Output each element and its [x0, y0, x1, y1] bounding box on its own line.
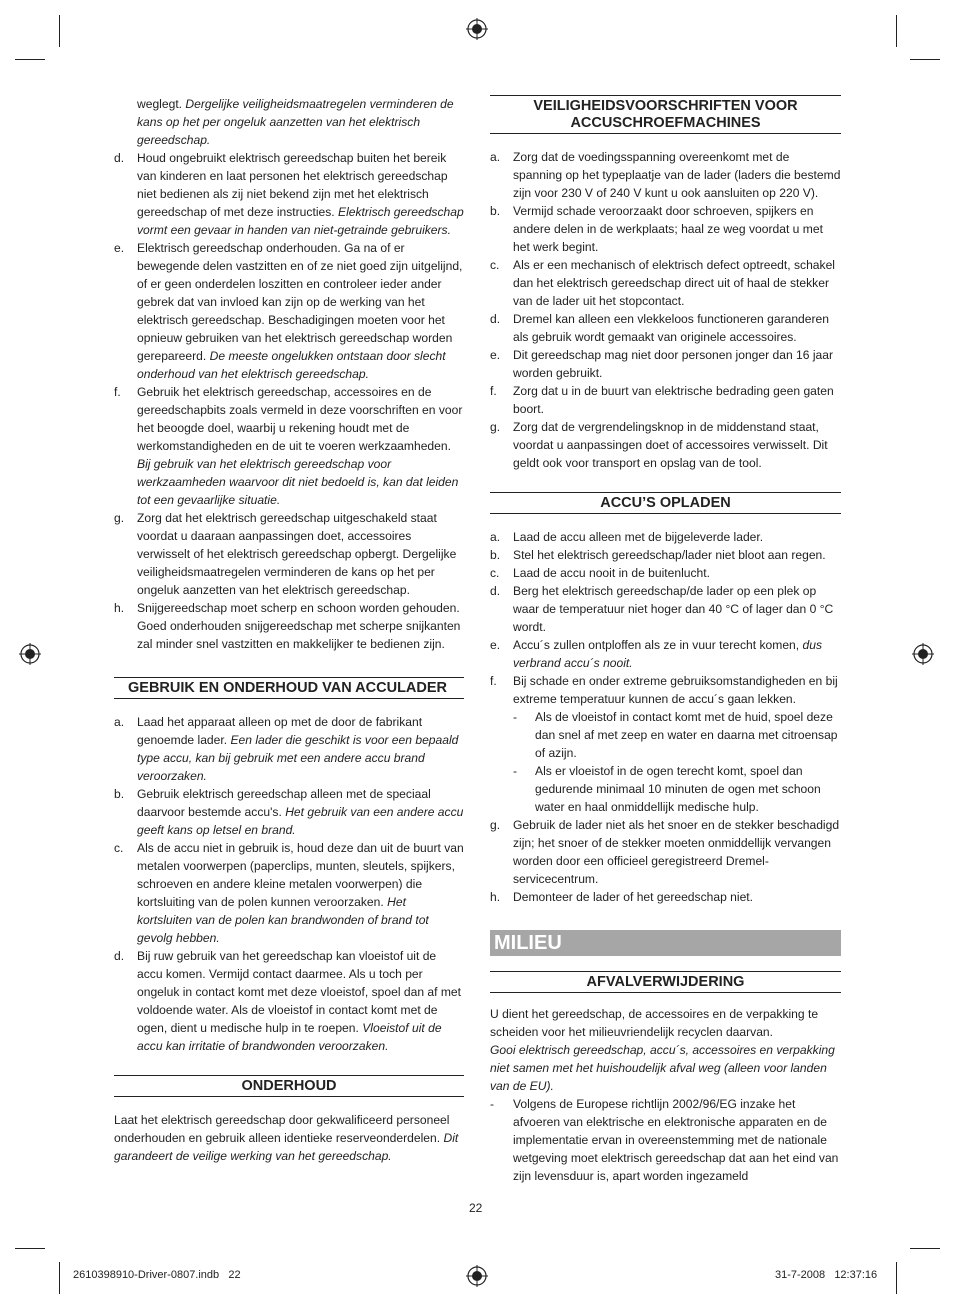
- list-item: [114, 785, 464, 839]
- item-italic: Vloeistof uit de accu kan irritatie of brandwonden veroorzaken.: [137, 1021, 442, 1053]
- item-text: Dit gereedschap mag niet door personen jonger dan 16 jaar worden gebruikt.: [513, 348, 834, 380]
- item-label: f.: [490, 384, 497, 398]
- item-text: Demonteer de lader of het gereedschap niet.: [513, 890, 754, 904]
- item-text: Snijgereedschap moet scherp en schoon worden gehouden. Goed onderhouden snijgereedschap met scherpe snijkanten zal minder snel vastzitten en makkelijker te bedienen zijn.: [137, 601, 461, 651]
- item-label: e.: [490, 638, 501, 652]
- item-label: g.: [114, 511, 125, 525]
- item-text: Zorg dat de voedingsspanning overeenkomt met de spanning op het typeplaatje van de lader (laders die bestemd zijn voor 230 V of 240 V kunt u ook aansluiten op 220 V).: [513, 150, 841, 200]
- list-item: [490, 202, 841, 256]
- crop-mark: [910, 59, 940, 60]
- item-label: h.: [490, 890, 501, 904]
- list-item: [490, 382, 841, 418]
- sub-list-item: [513, 762, 841, 816]
- list-item: [114, 239, 464, 383]
- item-text: Als er een mechanisch of elektrisch defect optreedt, schakel dan het elektrisch gereedschap direct uit of haal de stekker van de lader uit het stopcontact.: [513, 258, 835, 308]
- item-italic: Een lader die geschikt is voor een bepaald type accu, kan bij gebruik met een andere accu brand veroorzaken.: [137, 733, 459, 783]
- crop-mark: [15, 59, 45, 60]
- item-label: e.: [490, 348, 501, 362]
- item-text: Als de accu niet in gebruik is, houd deze dan uit de buurt van metalen voorwerpen (paperclips, munten, sleutels, spijkers, schroeven en andere kleine metalen voorwerpen) die kortsluiting van de polen kunnen veroorzaken.: [137, 841, 464, 909]
- item-label: a.: [114, 715, 125, 729]
- item-label: c.: [490, 566, 500, 580]
- item-label: a.: [490, 150, 501, 164]
- item-text: Als er vloeistof in de ogen terecht komt, spoel dan gedurende minimaal 10 minuten de ogen met schoon water en haal onmiddellijk medische hulp.: [535, 764, 821, 814]
- item-text: Bij schade en onder extreme gebruiksomstandigheden en bij extreme temperatuur kunnen de accu´s gaan lekken.: [513, 674, 838, 706]
- list-item: [490, 310, 841, 346]
- item-label: d.: [490, 584, 501, 598]
- item-text: Als de vloeistof in contact komt met de huid, spoel deze dan snel af met zeep en water en daarna met citroensap of azijn.: [535, 710, 838, 760]
- item-text: Dremel kan alleen een vlekkeloos functioneren garanderen als gebruik wordt gemaakt van originele accessoires.: [513, 312, 829, 344]
- page-number: 22: [469, 1201, 483, 1215]
- list-item: [490, 546, 841, 564]
- right-column: [490, 95, 841, 1185]
- item-label: b.: [490, 548, 501, 562]
- item-italic: Het gebruik van een andere accu geeft kans op letsel en brand.: [137, 805, 464, 837]
- item-italic: Bij gebruik van het elektrisch gereedschap voor werkzaamheden waarvoor dit niet bedoeld is, kan dat leiden tot een gevaarlijke situatie.: [137, 457, 459, 507]
- intro-text: weglegt.: [137, 97, 186, 111]
- intro-italic-text: Dergelijke veiligheidsmaatregelen verminderen de kans op het per ongeluk aanzetten van het elektrisch gereedschap.: [137, 97, 454, 147]
- item-label: d.: [490, 312, 501, 326]
- crop-mark: [910, 1248, 940, 1249]
- afval-italic-paragraph: Gooi elektrisch gereedschap, accu´s, accessoires en verpakking niet samen met het huishoudelijk afval weg (alleen voor landen van de EU).: [490, 1043, 835, 1093]
- item-label: c.: [114, 841, 124, 855]
- item-label: d.: [114, 949, 125, 963]
- left-column: [114, 95, 464, 1165]
- milieu-banner: MILIEU: [490, 930, 841, 956]
- item-text: Zorg dat u in de buurt van elektrische bedrading geen gaten boort.: [513, 384, 834, 416]
- item-label: d.: [114, 151, 125, 165]
- list-item: [114, 599, 464, 653]
- item-label: h.: [114, 601, 125, 615]
- list-item: [490, 528, 841, 546]
- item-text: Elektrisch gereedschap onderhouden. Ga na of er bewegende delen vastzitten en of ze niet goed zijn uitgelijnd, of er geen onderdelen loszitten en controleer ieder ander gebrek dat van invloed kan zijn op de werking van het elektrisch gereedschap. Beschadigingen moeten voor het opnieuw gebruiken van het elektrisch gereedschap worden gerepareerd.: [137, 241, 463, 363]
- registration-mark-icon: [19, 643, 41, 665]
- item-text: Vermijd schade veroorzaakt door schroeven, spijkers en andere delen in de werkplaats; haal ze weg voordat u met het werk begint.: [513, 204, 823, 254]
- item-text: Laad het apparaat alleen op met de door de fabrikant genoemde lader.: [137, 715, 423, 747]
- crop-mark: [896, 1262, 897, 1294]
- item-label: f.: [490, 674, 497, 688]
- item-text: Gebruik de lader niet als het snoer en de stekker beschadigd zijn; het snoer of de stekker moeten onmiddellijk vervangen worden door een officieel geregistreerd Dremel-servicecentrum.: [513, 818, 840, 886]
- list-item: [114, 947, 464, 1055]
- afval-paragraph: U dient het gereedschap, de accessoires en de verpakking te scheiden voor het milieuvriendelijk recyclen daarvan.: [490, 1007, 819, 1039]
- list-item: [490, 888, 841, 906]
- item-text: Stel het elektrisch gereedschap/lader niet bloot aan regen.: [513, 548, 826, 562]
- onderhoud-italic: Dit garandeert de veilige werking van het gereedschap.: [114, 1131, 459, 1163]
- item-text: Laad de accu nooit in de buitenlucht.: [513, 566, 711, 580]
- crop-mark: [15, 1248, 45, 1249]
- onderhoud-text: Laat het elektrisch gereedschap door gekwalificeerd personeel onderhouden en gebruik alleen identieke reserveonderdelen.: [114, 1113, 450, 1145]
- item-text: Houd ongebruikt elektrisch gereedschap buiten het bereik van kinderen en laat personen het elektrisch gereedschap niet bedienen als zij niet bekend zijn met het elektrisch gereedschap of met deze instructies.: [137, 151, 448, 219]
- crop-mark: [896, 15, 897, 47]
- list-item: [490, 148, 841, 202]
- item-label: g.: [490, 818, 501, 832]
- crop-mark: [59, 1262, 60, 1294]
- sub-list-item: [513, 708, 841, 762]
- item-italic: Het kortsluiten van de polen kan brandwonden of brand tot gevolg hebben.: [137, 895, 429, 945]
- item-italic: dus verbrand accu´s nooit.: [513, 638, 823, 670]
- item-label: e.: [114, 241, 125, 255]
- item-text: Zorg dat de vergrendelingsknop in de middenstand staat, voordat u aanpassingen doet of accessoires verwisselt. Dit geldt ook voor transport en opslag van de tool.: [513, 420, 828, 470]
- item-text: Volgens de Europese richtlijn 2002/96/EG inzake het afvoeren van elektrische en elektronische apparaten en de implementatie ervan in overeenstemming met de nationale wetgeving moet elektrisch gereedschap dat aan het eind van zijn levensduur is, apart worden ingezameld: [513, 1097, 839, 1183]
- section-heading-acculader: GEBRUIK EN ONDERHOUD VAN ACCULADER: [114, 677, 464, 699]
- item-text: Laad de accu alleen met de bijgeleverde lader.: [513, 530, 764, 544]
- item-text: Berg het elektrisch gereedschap/de lader op een plek op waar de temperatuur niet hoger dan 40 °C of lager dan 0 °C wordt.: [513, 584, 834, 634]
- item-label: -: [490, 1097, 495, 1111]
- list-item: [490, 564, 841, 582]
- item-text: Gebruik het elektrisch gereedschap, accessoires en de gereedschapbits zoals vermeld in deze voorschriften en voor het beoogde doel, waarbij u rekening houdt met de werkomstandigheden en de uit te voeren werkzaamheden.: [137, 385, 463, 453]
- intro-paragraph: [114, 95, 464, 149]
- item-label: c.: [490, 258, 500, 272]
- item-label: -: [513, 710, 518, 724]
- registration-mark-icon: [466, 1265, 488, 1287]
- list-item: [490, 816, 841, 888]
- item-label: b.: [490, 204, 501, 218]
- registration-mark-icon: [466, 18, 488, 40]
- item-text: Gebruik elektrisch gereedschap alleen met de speciaal daarvoor bestemde accu's.: [137, 787, 431, 819]
- list-item: [490, 256, 841, 310]
- list-item: [490, 582, 841, 636]
- list-item: [114, 149, 464, 239]
- section-heading-onderhoud: ONDERHOUD: [114, 1075, 464, 1097]
- item-italic: Elektrisch gereedschap vormt een gevaar in handen van niet-getrainde gebruikers.: [137, 205, 464, 237]
- section-heading-veiligheid: VEILIGHEIDSVOORSCHRIFTEN VOOR ACCUSCHROEFMACHINES: [490, 95, 841, 134]
- item-italic: De meeste ongelukken ontstaan door slecht onderhoud van het elektrisch gereedschap.: [137, 349, 446, 381]
- item-text: Accu´s zullen ontploffen als ze in vuur terecht komen,: [513, 638, 803, 652]
- section-heading-opladen: ACCU’S OPLADEN: [490, 492, 841, 514]
- item-text: Zorg dat het elektrisch gereedschap uitgeschakeld staat voordat u daaraan aanpassingen doet, accessoires verwisselt of het elektrisch gereedschap opbergt. Dergelijke veiligheidsmaatregelen verminderen de kans op het per ongeluk aanzetten van het elektrisch gereedschap.: [137, 511, 457, 597]
- item-label: -: [513, 764, 518, 778]
- onderhoud-paragraph: [114, 1111, 464, 1165]
- list-item: [490, 346, 841, 382]
- registration-mark-icon: [912, 643, 934, 665]
- list-item: [490, 672, 841, 708]
- item-label: b.: [114, 787, 125, 801]
- footer-timestamp: 31-7-2008 12:37:16: [775, 1269, 878, 1281]
- item-text: Bij ruw gebruik van het gereedschap kan vloeistof uit de accu komen. Vermijd contact daarmee. Als u toch per ongeluk in contact komt met deze vloeistof, spoel dan af met voldoende water. Als de vloeistof in contact komt met de ogen, dient u medische hulp in te roepen.: [137, 949, 462, 1035]
- list-item: [490, 636, 841, 672]
- footer-file-name: 2610398910-Driver-0807.indb 22: [73, 1269, 241, 1281]
- list-item: [114, 713, 464, 785]
- list-item: [490, 1095, 841, 1185]
- list-item: [490, 418, 841, 472]
- list-item: [114, 839, 464, 947]
- item-label: f.: [114, 385, 121, 399]
- item-label: a.: [490, 530, 501, 544]
- section-heading-afvalverwijdering: AFVALVERWIJDERING: [490, 971, 841, 993]
- list-item: [114, 383, 464, 509]
- crop-mark: [59, 15, 60, 47]
- item-label: g.: [490, 420, 501, 434]
- list-item: [114, 509, 464, 599]
